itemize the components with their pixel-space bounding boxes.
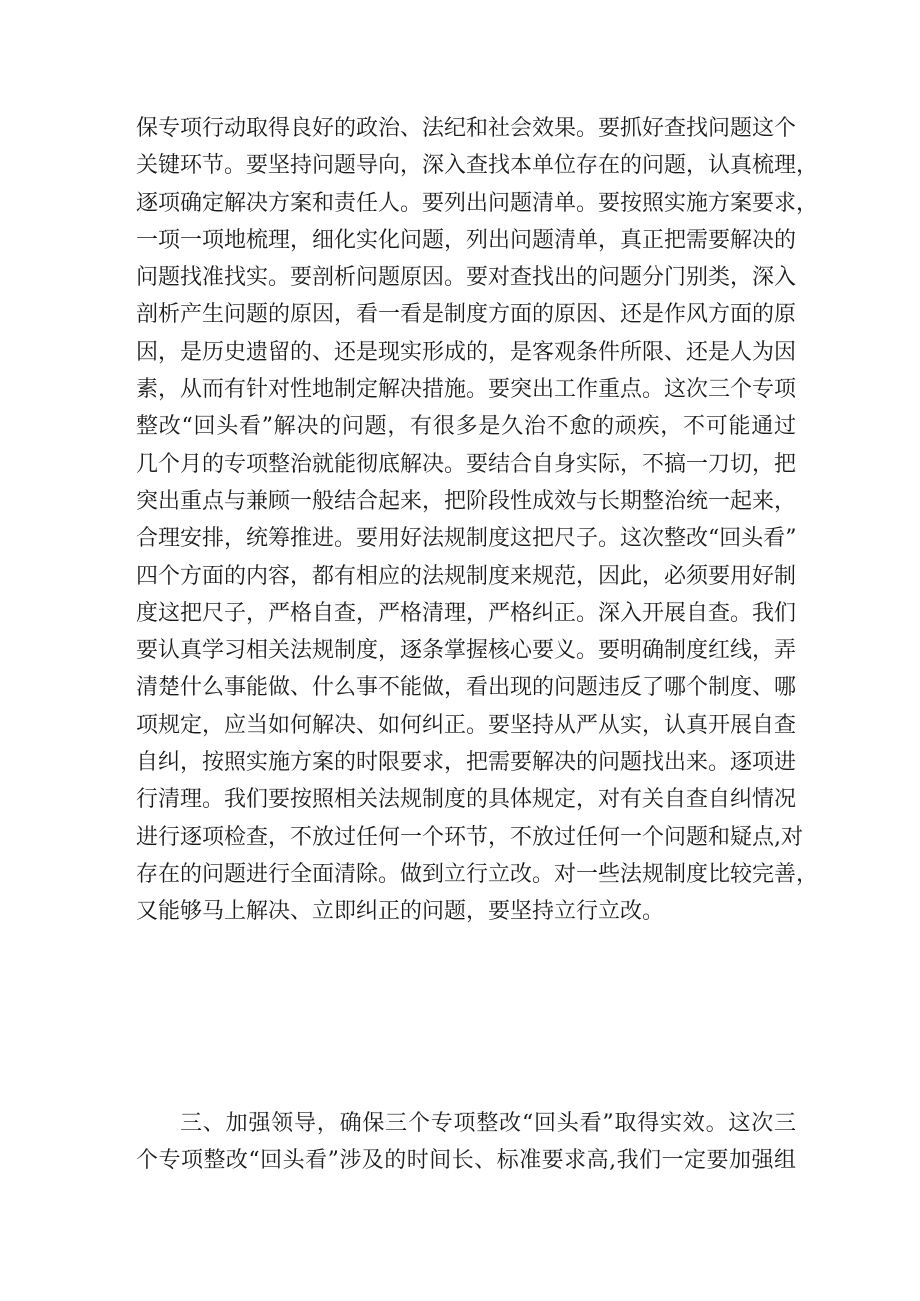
text-line: 行清理。我们要按照相关法规制度的具体规定，对有关自查自纠情况 (136, 787, 797, 813)
text-line: 个专项整改“回头看”涉及的时间长、标准要求高,我们一定要加强组 (136, 1148, 796, 1174)
text-line: 逐项确定解决方案和责任人。要列出问题清单。要按照实施方案要求， (136, 190, 819, 216)
body-paragraph-2 (136, 1105, 796, 1180)
text-line: 几个月的专项整治就能彻底解决。要结合自身实际，不搞一刀切，把 (136, 451, 797, 477)
text-line: 关键环节。要坚持问题导向，深入查找本单位存在的问题，认真梳理， (136, 153, 819, 179)
text-line: 存在的问题进行全面清除。做到立行立改。对一些法规制度比较完善， (136, 861, 819, 887)
text-line: 进行逐项检查，不放过任何一个环节，不放过任何一个问题和疑点,对 (136, 824, 803, 850)
text-line: 问题找准找实。要剖析问题原因。要对查找出的问题分门别类，深入 (136, 265, 797, 291)
text-line: 清楚什么事能做、什么事不能做，看出现的问题违反了哪个制度、哪 (136, 675, 797, 701)
text-line: 要认真学习相关法规制度，逐条掌握核心要义。要明确制度红线，弄 (136, 638, 797, 664)
text-line: 度这把尺子，严格自查，严格清理，严格纠正。深入开展自查。我们 (136, 600, 797, 626)
text-line: 又能够马上解决、立即纠正的问题，要坚持立行立改。 (136, 899, 665, 925)
text-line: 合理安排，统筹推进。要用好法规制度这把尺子。这次整改“回头看” (136, 526, 797, 552)
text-line: 素，从而有针对性地制定解决措施。要突出工作重点。这次三个专项 (136, 377, 797, 403)
text-line: 剖析产生问题的原因，看一看是制度方面的原因、还是作风方面的原 (136, 302, 797, 328)
text-line: 四个方面的内容，都有相应的法规制度来规范，因此，必须要用好制 (136, 563, 797, 589)
text-line: 项规定，应当如何解决、如何纠正。要坚持从严从实，认真开展自查 (136, 712, 797, 738)
text-line: 因，是历史遗留的、还是现实形成的，是客观条件所限、还是人为因 (136, 339, 797, 365)
text-line: 一项一项地梳理，细化实化问题，列出问题清单，真正把需要解决的 (136, 227, 797, 253)
body-paragraph-1 (136, 110, 819, 931)
text-line: 突出重点与兼顾一般结合起来，把阶段性成效与长期整治统一起来， (136, 488, 797, 514)
text-line: 自纠，按照实施方案的时限要求，把需要解决的问题找出来。逐项进 (136, 750, 797, 776)
text-line: 整改“回头看”解决的问题，有很多是久治不愈的顽疾，不可能通过 (136, 414, 796, 440)
text-line: 保专项行动取得良好的政治、法纪和社会效果。要抓好查找问题这个 (136, 116, 797, 141)
section-heading-line: 三、加强领导，确保三个专项整改“回头看”取得实效。这次三 (180, 1111, 796, 1136)
